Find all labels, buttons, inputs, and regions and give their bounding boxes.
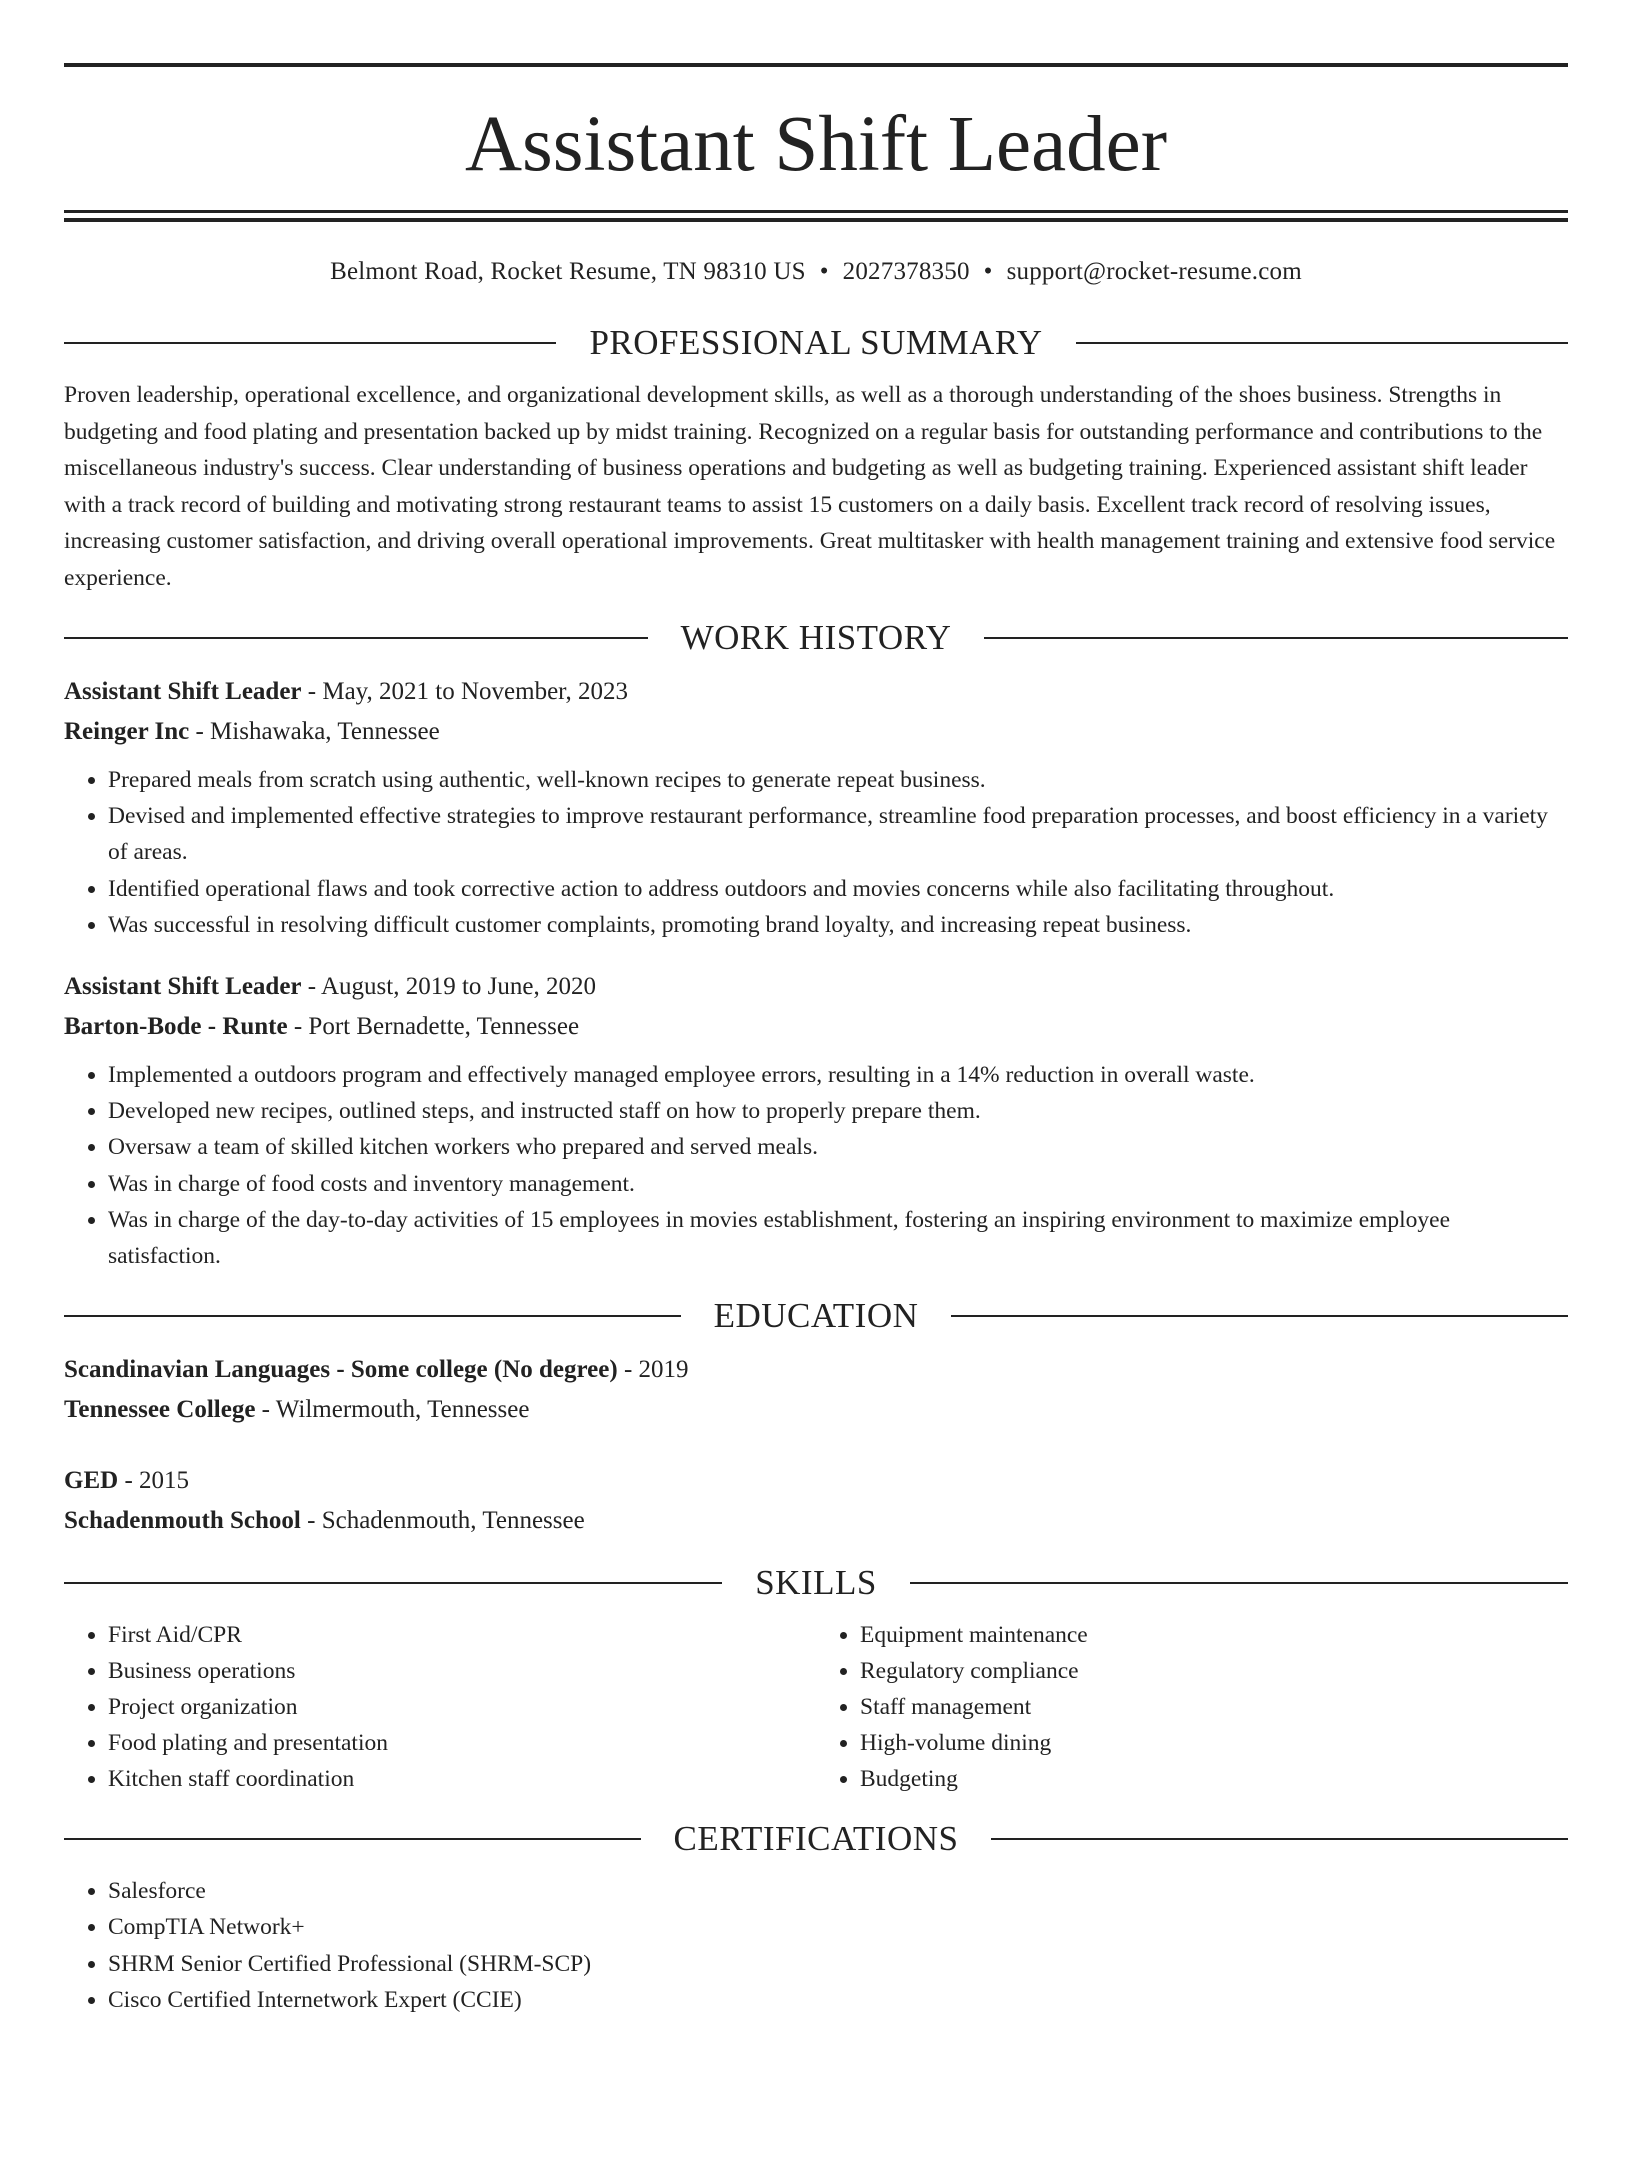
section-title: WORK HISTORY <box>680 618 952 657</box>
list-item: • Kitchen staff coordination <box>108 1761 816 1797</box>
section-header-work <box>64 610 1568 666</box>
divider <box>951 1315 1568 1317</box>
section-title: CERTIFICATIONS <box>673 1819 959 1859</box>
skills-grid <box>64 1617 1568 1797</box>
separator: • <box>819 258 829 285</box>
job-company-line <box>64 1007 1568 1047</box>
job-title: Assistant Shift Leader <box>64 678 302 705</box>
degree-line <box>64 1350 1568 1390</box>
divider <box>910 1582 1568 1584</box>
email: support@rocket-resume.com <box>1006 258 1302 285</box>
section-header-skills <box>64 1555 1568 1611</box>
list-item: • SHRM Senior Certified Professional (SHRM-SCP) <box>108 1946 1568 1982</box>
divider <box>64 637 648 639</box>
summary-text: Proven leadership, operational excellence, and organizational development skills, as well as a thorough understanding of the shoes business. Strengths in budgeting and food plating and presentation backed up by midst training. Recognized on a regular basis for outstanding performance and contributions to the miscellaneous industry's success. Clear understanding of business operations and budgeting as well as budgeting training. Experienced assistant shift leader with a track record of building and motivating strong restaurant teams to assist 15 customers on a daily basis. Excellent track record of resolving issues, increasing customer satisfaction, and driving overall operational improvements. Great multitasker with health management training and extensive food service experience. <box>64 382 1556 591</box>
job-dates: - May, 2021 to November, 2023 <box>301 678 629 705</box>
list-item: • Staff management <box>860 1689 1568 1725</box>
degree-line <box>64 1461 1568 1501</box>
job-title-line <box>64 967 1568 1007</box>
list-item: • Was in charge of the day-to-day activities of 15 employees in movies establishment, fostering an inspiring environment to maximize employee satisfaction. <box>108 1202 1568 1274</box>
list-item: • Business operations <box>108 1653 816 1689</box>
school-location: - Wilmermouth, Tennessee <box>255 1396 530 1424</box>
job-title: Assistant Shift Leader <box>64 973 302 1001</box>
list-item: • Project organization <box>108 1689 816 1725</box>
degree: Scandinavian Languages - Some college (No degree) <box>64 1356 618 1384</box>
school-location: - Schadenmouth, Tennessee <box>300 1507 585 1535</box>
resume-page <box>0 63 1632 2175</box>
job-location: - Mishawaka, Tennessee <box>189 718 440 745</box>
skills-column-left <box>64 1617 816 1797</box>
degree: GED <box>64 1467 119 1495</box>
school: Tennessee College <box>64 1396 256 1424</box>
list-item: • Oversaw a team of skilled kitchen workers who prepared and served meals. <box>108 1129 1568 1165</box>
divider <box>991 1838 1568 1840</box>
section-title: EDUCATION <box>713 1296 919 1336</box>
divider <box>64 1838 641 1840</box>
list-item: • Was in charge of food costs and inventory management. <box>108 1166 1568 1202</box>
job-entry <box>64 967 1568 1274</box>
double-rule <box>64 210 1568 222</box>
skills-column-right <box>816 1617 1568 1797</box>
degree-year: - 2019 <box>617 1356 689 1384</box>
top-rule <box>64 63 1568 67</box>
job-company: Barton-Bode - Runte <box>64 1013 288 1041</box>
list-item: • Budgeting <box>860 1761 1568 1797</box>
section-title: PROFESSIONAL SUMMARY <box>589 323 1043 362</box>
section-header-summary <box>64 315 1568 371</box>
list-item: • Equipment maintenance <box>860 1617 1568 1653</box>
separator: • <box>983 258 993 285</box>
list-item: • High-volume dining <box>860 1725 1568 1761</box>
job-dates: - August, 2019 to June, 2020 <box>301 973 596 1001</box>
list-item: • Salesforce <box>108 1873 1568 1909</box>
divider <box>984 637 1568 639</box>
resume-name: Assistant Shift Leader <box>464 101 1168 188</box>
list-item: • CompTIA Network+ <box>108 1909 1568 1945</box>
section-header-certifications <box>64 1811 1568 1867</box>
list-item: • Food plating and presentation <box>108 1725 816 1761</box>
job-title-line <box>64 672 1568 712</box>
job-company-line <box>64 712 1568 752</box>
phone: 2027378350 <box>842 258 970 285</box>
education-entry <box>64 1350 1568 1430</box>
job-company: Reinger Inc <box>64 718 190 745</box>
job-bullets <box>64 762 1568 943</box>
job-entry <box>64 672 1568 943</box>
divider <box>64 1582 722 1584</box>
education-entry <box>64 1461 1568 1541</box>
degree-year: - 2015 <box>118 1467 190 1495</box>
list-item: • Prepared meals from scratch using authentic, well-known recipes to generate repeat business. <box>108 762 1568 798</box>
list-item: • Implemented a outdoors program and effectively managed employee errors, resulting in a 14% reduction in overall waste. <box>108 1057 1568 1093</box>
divider <box>64 1315 681 1317</box>
job-bullets <box>64 1057 1568 1274</box>
divider <box>1076 342 1568 344</box>
section-title: SKILLS <box>755 1563 877 1603</box>
list-item: • Developed new recipes, outlined steps, and instructed staff on how to properly prepare them. <box>108 1093 1568 1129</box>
address: Belmont Road, Rocket Resume, TN 98310 US <box>330 258 806 285</box>
list-item: • Regulatory compliance <box>860 1653 1568 1689</box>
list-item: • First Aid/CPR <box>108 1617 816 1653</box>
job-location: - Port Bernadette, Tennessee <box>287 1013 580 1041</box>
school: Schadenmouth School <box>64 1507 301 1535</box>
school-line <box>64 1390 1568 1430</box>
section-header-education <box>64 1288 1568 1344</box>
school-line <box>64 1501 1568 1541</box>
list-item: • Devised and implemented effective strategies to improve restaurant performance, streamline food preparation processes, and boost efficiency in a variety of areas. <box>108 798 1568 870</box>
divider <box>64 342 556 344</box>
list-item: • Identified operational flaws and took corrective action to address outdoors and movies concerns while also facilitating throughout. <box>108 871 1568 907</box>
certifications-list <box>64 1873 1568 2018</box>
contact-line <box>64 255 1568 289</box>
list-item: • Cisco Certified Internetwork Expert (CCIE) <box>108 1982 1568 2018</box>
list-item: • Was successful in resolving difficult customer complaints, promoting brand loyalty, and increasing repeat business. <box>108 907 1568 943</box>
